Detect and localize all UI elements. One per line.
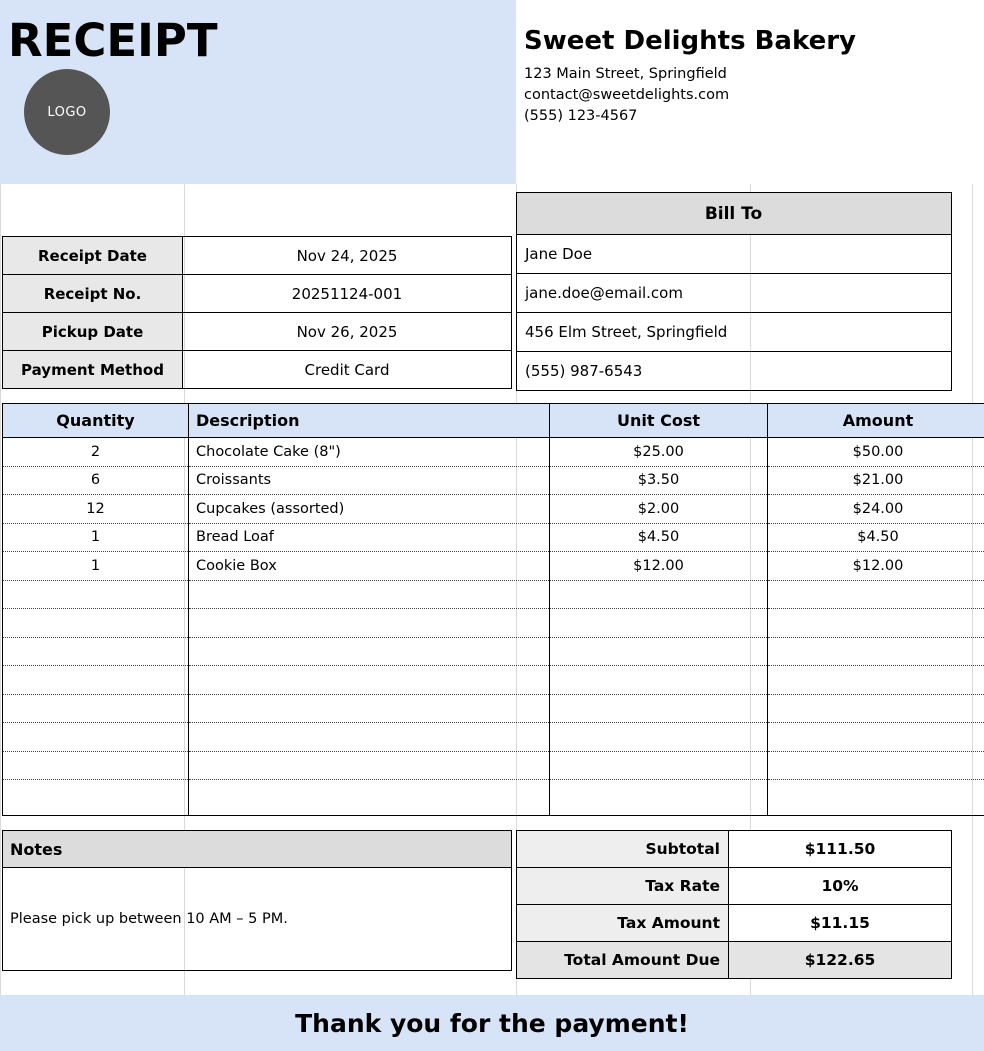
cell-unit-cost[interactable]: $12.00 xyxy=(550,552,768,581)
table-row xyxy=(517,352,952,391)
cell-description[interactable] xyxy=(189,637,550,666)
table-row xyxy=(517,274,952,313)
cell-description[interactable] xyxy=(189,609,550,638)
cell-unit-cost[interactable]: $2.00 xyxy=(550,495,768,524)
bill-to-address[interactable]: 456 Elm Street, Springfield xyxy=(517,313,952,352)
totals-value-subtotal[interactable]: $111.50 xyxy=(729,831,952,868)
cell-unit-cost[interactable]: $3.50 xyxy=(550,466,768,495)
cell-quantity[interactable] xyxy=(3,666,189,695)
cell-unit-cost[interactable]: $25.00 xyxy=(550,438,768,467)
column-header-unit-cost: Unit Cost xyxy=(550,404,768,438)
bill-to-email[interactable]: jane.doe@email.com xyxy=(517,274,952,313)
totals-table xyxy=(516,830,952,979)
meta-label-payment-method: Payment Method xyxy=(3,351,183,389)
table-row xyxy=(3,523,984,552)
table-row xyxy=(3,637,984,666)
page-title: RECEIPT xyxy=(8,18,516,63)
company-email: contact@sweetdelights.com xyxy=(524,85,984,106)
cell-description[interactable] xyxy=(189,780,550,816)
footer-text: Thank you for the payment! xyxy=(295,1009,689,1038)
totals-label-total-due: Total Amount Due xyxy=(517,942,729,979)
cell-amount[interactable]: $12.00 xyxy=(768,552,984,581)
column-header-amount: Amount xyxy=(768,404,984,438)
table-header-row xyxy=(3,404,984,438)
cell-quantity[interactable]: 1 xyxy=(3,523,189,552)
totals-label-tax-rate: Tax Rate xyxy=(517,868,729,905)
table-row xyxy=(3,552,984,581)
table-row xyxy=(517,831,952,868)
cell-quantity[interactable] xyxy=(3,609,189,638)
meta-label-pickup-date: Pickup Date xyxy=(3,313,183,351)
notes-body[interactable]: Please pick up between 10 AM – 5 PM. xyxy=(3,868,512,971)
cell-unit-cost[interactable] xyxy=(550,637,768,666)
table-row xyxy=(3,580,984,609)
cell-description[interactable] xyxy=(189,694,550,723)
table-row xyxy=(517,905,952,942)
footer-message xyxy=(0,995,984,1051)
bill-to-heading: Bill To xyxy=(517,193,952,235)
cell-amount[interactable] xyxy=(768,694,984,723)
cell-description[interactable]: Chocolate Cake (8") xyxy=(189,438,550,467)
receipt-meta-block xyxy=(0,184,516,391)
company-name: Sweet Delights Bakery xyxy=(524,26,984,56)
company-block xyxy=(516,0,984,184)
totals-block xyxy=(516,830,984,979)
table-row xyxy=(3,751,984,780)
cell-quantity[interactable]: 6 xyxy=(3,466,189,495)
cell-amount[interactable] xyxy=(768,637,984,666)
bill-to-phone[interactable]: (555) 987-6543 xyxy=(517,352,952,391)
cell-amount[interactable] xyxy=(768,751,984,780)
meta-and-billto xyxy=(0,184,984,391)
meta-value-receipt-date[interactable]: Nov 24, 2025 xyxy=(183,237,512,275)
notes-block xyxy=(0,830,516,979)
cell-quantity[interactable]: 1 xyxy=(3,552,189,581)
logo-label: LOGO xyxy=(47,105,86,120)
cell-description[interactable] xyxy=(189,723,550,752)
totals-label-subtotal: Subtotal xyxy=(517,831,729,868)
table-row xyxy=(3,723,984,752)
cell-quantity[interactable] xyxy=(3,751,189,780)
cell-quantity[interactable] xyxy=(3,723,189,752)
table-row xyxy=(517,193,952,235)
table-row xyxy=(3,666,984,695)
meta-value-pickup-date[interactable]: Nov 26, 2025 xyxy=(183,313,512,351)
cell-quantity[interactable]: 12 xyxy=(3,495,189,524)
cell-quantity[interactable]: 2 xyxy=(3,438,189,467)
cell-amount[interactable] xyxy=(768,580,984,609)
table-row xyxy=(3,275,512,313)
table-row xyxy=(517,942,952,979)
table-row xyxy=(3,351,512,389)
bill-to-name[interactable]: Jane Doe xyxy=(517,235,952,274)
table-row xyxy=(517,235,952,274)
cell-description[interactable] xyxy=(189,580,550,609)
cell-description[interactable] xyxy=(189,666,550,695)
table-row xyxy=(517,868,952,905)
cell-unit-cost[interactable] xyxy=(550,666,768,695)
cell-unit-cost[interactable] xyxy=(550,723,768,752)
column-header-description: Description xyxy=(189,404,550,438)
table-row xyxy=(3,780,984,816)
cell-unit-cost[interactable] xyxy=(550,780,768,816)
cell-unit-cost[interactable] xyxy=(550,751,768,780)
cell-quantity[interactable] xyxy=(3,580,189,609)
column-header-quantity: Quantity xyxy=(3,404,189,438)
cell-description[interactable]: Cupcakes (assorted) xyxy=(189,495,550,524)
notes-heading: Notes xyxy=(3,831,512,868)
cell-quantity[interactable] xyxy=(3,694,189,723)
cell-unit-cost[interactable]: $4.50 xyxy=(550,523,768,552)
title-block xyxy=(0,0,516,184)
totals-value-tax-amount[interactable]: $11.15 xyxy=(729,905,952,942)
cell-description[interactable]: Bread Loaf xyxy=(189,523,550,552)
totals-value-tax-rate[interactable]: 10% xyxy=(729,868,952,905)
line-items-table xyxy=(2,403,984,816)
cell-amount[interactable]: $24.00 xyxy=(768,495,984,524)
bill-to-block xyxy=(516,184,984,391)
cell-quantity[interactable] xyxy=(3,780,189,816)
table-row xyxy=(3,609,984,638)
cell-unit-cost[interactable] xyxy=(550,580,768,609)
table-row xyxy=(3,466,984,495)
table-row xyxy=(3,694,984,723)
cell-amount[interactable] xyxy=(768,723,984,752)
cell-description[interactable] xyxy=(189,751,550,780)
logo xyxy=(24,69,110,155)
cell-description[interactable]: Cookie Box xyxy=(189,552,550,581)
cell-unit-cost[interactable] xyxy=(550,694,768,723)
meta-value-receipt-no[interactable]: 20251124-001 xyxy=(183,275,512,313)
notes-table xyxy=(2,830,512,971)
cell-amount[interactable]: $50.00 xyxy=(768,438,984,467)
company-address: 123 Main Street, Springfield xyxy=(524,64,984,85)
notes-and-totals xyxy=(0,830,984,979)
document-header xyxy=(0,0,984,184)
table-row xyxy=(3,831,512,868)
cell-amount[interactable] xyxy=(768,666,984,695)
table-row xyxy=(517,313,952,352)
totals-label-tax-amount: Tax Amount xyxy=(517,905,729,942)
meta-label-receipt-no: Receipt No. xyxy=(3,275,183,313)
table-row xyxy=(3,495,984,524)
table-row xyxy=(3,237,512,275)
company-phone: (555) 123-4567 xyxy=(524,106,984,127)
meta-label-receipt-date: Receipt Date xyxy=(3,237,183,275)
table-row xyxy=(3,438,984,467)
cell-amount[interactable] xyxy=(768,609,984,638)
cell-quantity[interactable] xyxy=(3,637,189,666)
table-row xyxy=(3,868,512,971)
totals-value-total-due[interactable]: $122.65 xyxy=(729,942,952,979)
bill-to-table xyxy=(516,192,952,391)
cell-amount[interactable] xyxy=(768,780,984,816)
cell-amount[interactable]: $4.50 xyxy=(768,523,984,552)
receipt-meta-table xyxy=(2,236,512,389)
cell-unit-cost[interactable] xyxy=(550,609,768,638)
table-row xyxy=(3,313,512,351)
meta-value-payment-method[interactable]: Credit Card xyxy=(183,351,512,389)
cell-amount[interactable]: $21.00 xyxy=(768,466,984,495)
cell-description[interactable]: Croissants xyxy=(189,466,550,495)
